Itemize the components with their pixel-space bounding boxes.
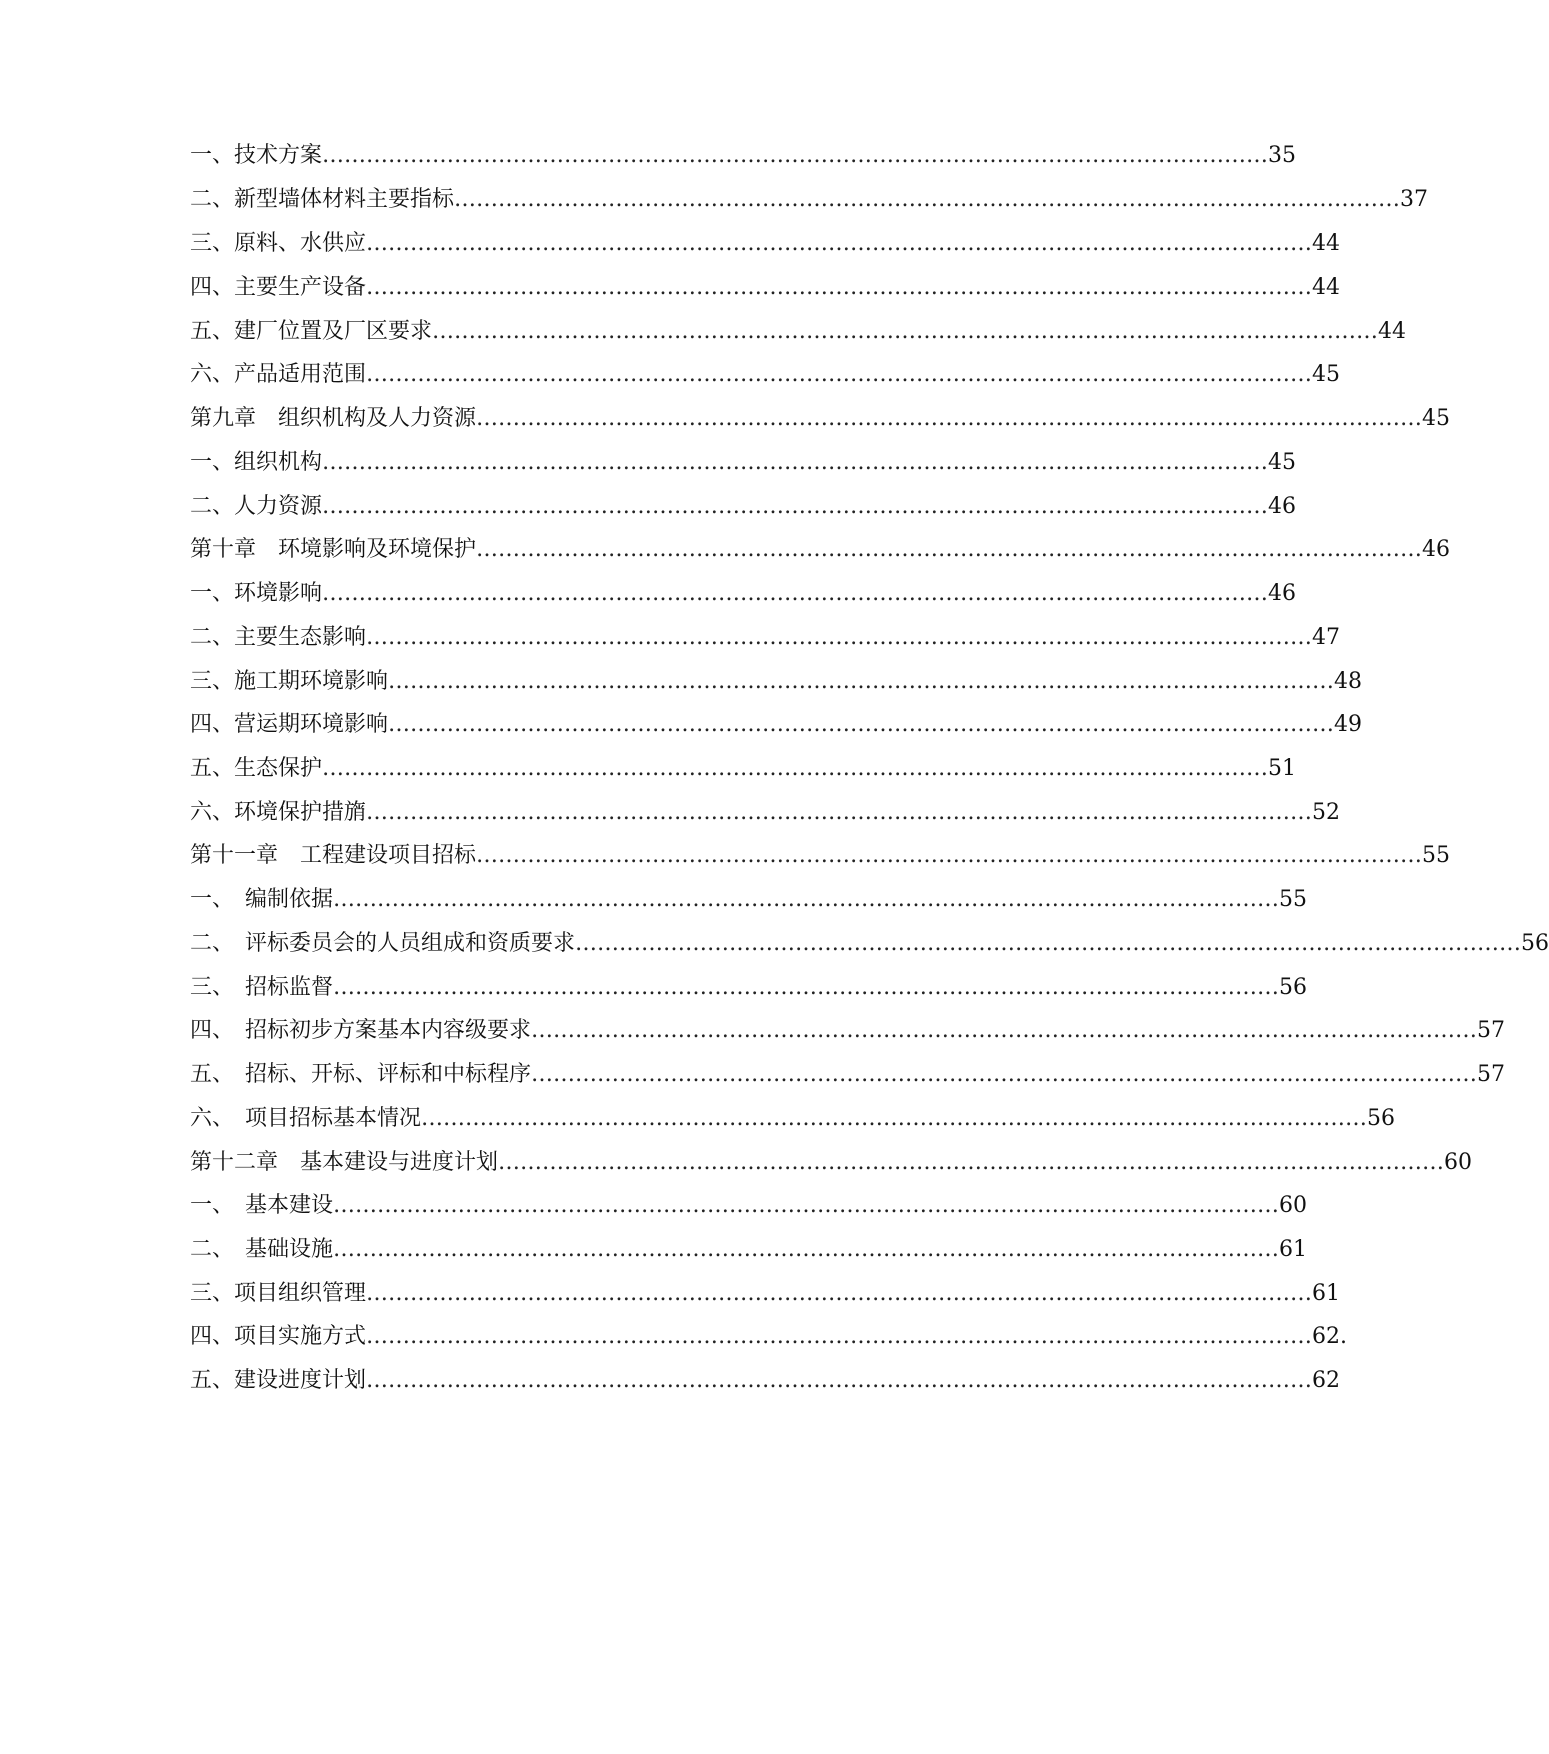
toc-page-number: 35 bbox=[1268, 143, 1297, 168]
toc-leader-dots: ………………………………………………………………………………………………………………… bbox=[366, 275, 1313, 300]
toc-leader-dots: ………………………………………………………………………………………………………………… bbox=[333, 887, 1280, 912]
toc-leader-dots: ………………………………………………………………………………………………………………… bbox=[333, 975, 1280, 1000]
toc-page-number: 45 bbox=[1312, 362, 1341, 387]
toc-page-number: 60 bbox=[1444, 1150, 1473, 1175]
toc-page-number: 57 bbox=[1477, 1018, 1506, 1043]
toc-page-number: 45 bbox=[1268, 450, 1297, 475]
toc-entry[interactable] bbox=[190, 1230, 1308, 1270]
toc-page-number: 44 bbox=[1378, 319, 1407, 344]
toc-entry[interactable] bbox=[190, 399, 1451, 439]
toc-entry-label: 第九章 组织机构及人力资源 bbox=[190, 406, 477, 431]
toc-leader-dots: ………………………………………………………………………………………………………………… bbox=[531, 1018, 1478, 1043]
toc-entry[interactable] bbox=[190, 530, 1451, 570]
toc-entry-label: 二、人力资源 bbox=[190, 494, 323, 519]
toc-entry[interactable] bbox=[190, 180, 1429, 220]
toc-page-number: 61 bbox=[1279, 1237, 1308, 1262]
toc-entry[interactable] bbox=[190, 268, 1341, 308]
toc-leader-dots: ………………………………………………………………………………………………………………… bbox=[421, 1106, 1368, 1131]
toc-leader-dots: ………………………………………………………………………………………………………………… bbox=[454, 187, 1401, 212]
toc-entry[interactable] bbox=[190, 1099, 1396, 1139]
toc-leader-dots: ………………………………………………………………………………………………………………… bbox=[366, 1281, 1313, 1306]
toc-entry-label: 五、 招标、开标、评标和中标程序 bbox=[190, 1062, 532, 1087]
toc-entry-label: 六、 项目招标基本情况 bbox=[190, 1106, 422, 1131]
toc-entry[interactable] bbox=[190, 224, 1341, 264]
toc-page-number: 55 bbox=[1279, 887, 1308, 912]
toc-page-number: 46 bbox=[1422, 537, 1451, 562]
toc-entry[interactable] bbox=[190, 574, 1297, 614]
toc-page-number: 46 bbox=[1268, 494, 1297, 519]
toc-leader-dots: ………………………………………………………………………………………………………………… bbox=[322, 494, 1269, 519]
toc-entry-label: 二、 基础设施 bbox=[190, 1237, 334, 1262]
toc-entry-label: 三、项目组织管理 bbox=[190, 1281, 367, 1306]
toc-entry[interactable] bbox=[190, 968, 1308, 1008]
toc-page-number: 44 bbox=[1312, 231, 1341, 256]
toc-entry-label: 第十一章 工程建设项目招标 bbox=[190, 843, 477, 868]
toc-entry-label: 二、主要生态影响 bbox=[190, 625, 367, 650]
toc-entry[interactable] bbox=[190, 618, 1341, 658]
toc-entry-label: 一、组织机构 bbox=[190, 450, 323, 475]
toc-leader-dots: ………………………………………………………………………………………………………………… bbox=[322, 581, 1269, 606]
toc-page-number: 62. bbox=[1312, 1324, 1348, 1349]
toc-entry-label: 四、主要生产设备 bbox=[190, 275, 367, 300]
toc-entry[interactable] bbox=[190, 749, 1297, 789]
toc-leader-dots: ………………………………………………………………………………………………………………… bbox=[322, 450, 1269, 475]
toc-leader-dots: ………………………………………………………………………………………………………………… bbox=[366, 1324, 1313, 1349]
toc-entry-label: 一、技术方案 bbox=[190, 143, 323, 168]
toc-entry[interactable] bbox=[190, 793, 1341, 833]
toc-entry-label: 三、 招标监督 bbox=[190, 975, 334, 1000]
toc-page-number: 51 bbox=[1268, 756, 1297, 781]
toc-leader-dots: ………………………………………………………………………………………………………………… bbox=[432, 319, 1379, 344]
toc-page-number: 55 bbox=[1422, 843, 1451, 868]
toc-entry[interactable] bbox=[190, 836, 1451, 876]
toc-entry-label: 一、环境影响 bbox=[190, 581, 323, 606]
toc-entry-label: 五、建设进度计划 bbox=[190, 1368, 367, 1393]
toc-page-number: 56 bbox=[1521, 931, 1549, 956]
toc-entry-label: 一、 基本建设 bbox=[190, 1193, 334, 1218]
toc-entry-label: 二、新型墙体材料主要指标 bbox=[190, 187, 455, 212]
toc-entry[interactable] bbox=[190, 487, 1297, 527]
toc-page-number: 46 bbox=[1268, 581, 1297, 606]
toc-entry[interactable] bbox=[190, 1011, 1506, 1051]
toc-leader-dots: ………………………………………………………………………………………………………………… bbox=[366, 362, 1313, 387]
toc-leader-dots: ………………………………………………………………………………………………………………… bbox=[575, 931, 1522, 956]
toc-entry-label: 四、营运期环境影响 bbox=[190, 712, 389, 737]
toc-entry[interactable] bbox=[190, 924, 1549, 964]
toc-leader-dots: ………………………………………………………………………………………………………………… bbox=[498, 1150, 1445, 1175]
toc-entry[interactable] bbox=[190, 1143, 1473, 1183]
toc-page-number: 61 bbox=[1312, 1281, 1341, 1306]
toc-leader-dots: ………………………………………………………………………………………………………………… bbox=[388, 712, 1335, 737]
toc-leader-dots: ………………………………………………………………………………………………………………… bbox=[366, 231, 1313, 256]
toc-entry-label: 一、 编制依据 bbox=[190, 887, 334, 912]
toc-entry[interactable] bbox=[190, 1055, 1506, 1095]
toc-page-number: 52 bbox=[1312, 800, 1341, 825]
toc-entry-label: 五、建厂位置及厂区要求 bbox=[190, 319, 433, 344]
toc-page-number: 47 bbox=[1312, 625, 1341, 650]
toc-page-number: 60 bbox=[1279, 1193, 1308, 1218]
toc-entry[interactable] bbox=[190, 1274, 1341, 1314]
toc-entry-label: 三、原料、水供应 bbox=[190, 231, 367, 256]
toc-entry[interactable] bbox=[190, 880, 1308, 920]
toc-leader-dots: ………………………………………………………………………………………………………………… bbox=[366, 1368, 1313, 1393]
toc-entry-label: 四、项目实施方式 bbox=[190, 1324, 367, 1349]
toc-entry[interactable] bbox=[190, 705, 1363, 745]
toc-leader-dots: ………………………………………………………………………………………………………………… bbox=[476, 843, 1423, 868]
toc-leader-dots: ………………………………………………………………………………………………………………… bbox=[322, 756, 1269, 781]
toc-entry[interactable] bbox=[190, 312, 1407, 352]
toc-entry[interactable] bbox=[190, 662, 1363, 702]
toc-entry-label: 第十章 环境影响及环境保护 bbox=[190, 537, 477, 562]
toc-page-number: 62 bbox=[1312, 1368, 1341, 1393]
toc-leader-dots: ………………………………………………………………………………………………………………… bbox=[388, 669, 1335, 694]
toc-page-number: 48 bbox=[1334, 669, 1363, 694]
toc-leader-dots: ………………………………………………………………………………………………………………… bbox=[366, 625, 1313, 650]
toc-leader-dots: ………………………………………………………………………………………………………………… bbox=[333, 1193, 1280, 1218]
toc-entry[interactable] bbox=[190, 1361, 1341, 1401]
toc-leader-dots: ………………………………………………………………………………………………………………… bbox=[476, 537, 1423, 562]
toc-page-number: 45 bbox=[1422, 406, 1451, 431]
toc-entry-label: 四、 招标初步方案基本内容级要求 bbox=[190, 1018, 532, 1043]
toc-entry[interactable] bbox=[190, 1186, 1308, 1226]
toc-page-number: 44 bbox=[1312, 275, 1341, 300]
toc-leader-dots: ………………………………………………………………………………………………………………… bbox=[333, 1237, 1280, 1262]
toc-entry[interactable] bbox=[190, 355, 1341, 395]
toc-leader-dots: ………………………………………………………………………………………………………………… bbox=[476, 406, 1423, 431]
toc-leader-dots: ………………………………………………………………………………………………………………… bbox=[531, 1062, 1478, 1087]
toc-page-number: 56 bbox=[1367, 1106, 1396, 1131]
toc-page-number: 49 bbox=[1334, 712, 1363, 737]
toc-entry[interactable] bbox=[190, 136, 1297, 176]
toc-entry[interactable] bbox=[190, 443, 1297, 483]
toc-entry[interactable] bbox=[190, 1317, 1348, 1357]
toc-entry-label: 六、产品适用范围 bbox=[190, 362, 367, 387]
toc-page-number: 37 bbox=[1400, 187, 1429, 212]
toc-entry-label: 第十二章 基本建设与进度计划 bbox=[190, 1150, 499, 1175]
toc-entry-label: 三、施工期环境影响 bbox=[190, 669, 389, 694]
toc-leader-dots: ………………………………………………………………………………………………………………… bbox=[366, 800, 1313, 825]
toc-entry-label: 五、生态保护 bbox=[190, 756, 323, 781]
toc-entry-label: 二、 评标委员会的人员组成和资质要求 bbox=[190, 931, 576, 956]
toc-page-number: 56 bbox=[1279, 975, 1308, 1000]
toc-entry-label: 六、环境保护措旓 bbox=[190, 800, 367, 825]
toc-leader-dots: ………………………………………………………………………………………………………………… bbox=[322, 143, 1269, 168]
toc-page-number: 57 bbox=[1477, 1062, 1506, 1087]
